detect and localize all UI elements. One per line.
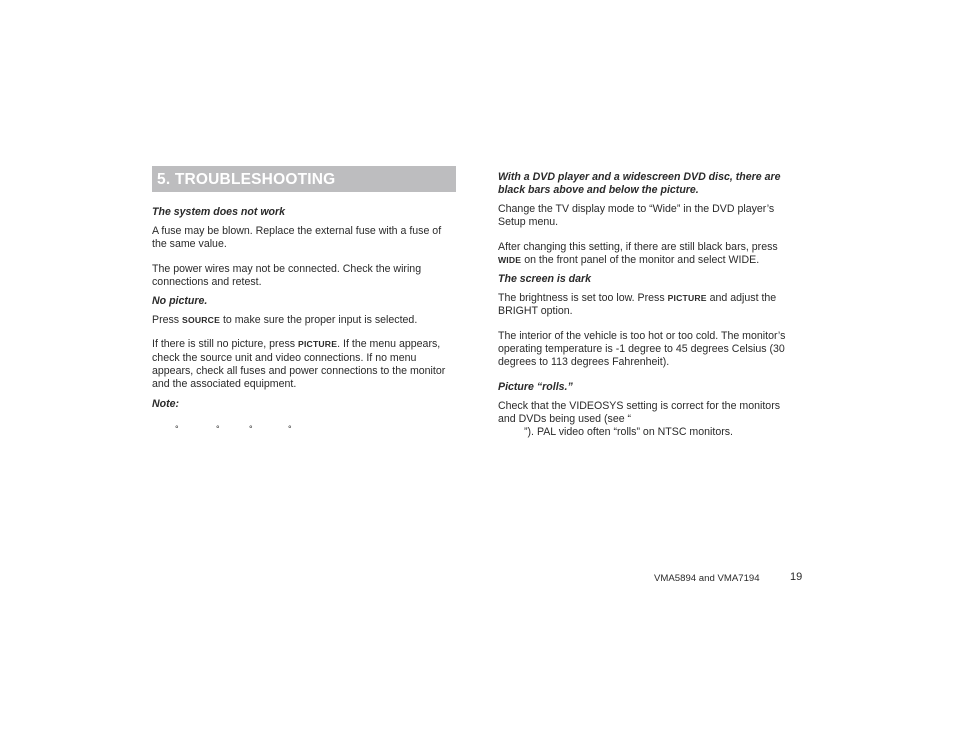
paragraph-brightness [498, 292, 800, 319]
left-column [152, 166, 456, 438]
heading-picture-rolls: Picture “rolls.” [498, 380, 573, 393]
text-segment: to make sure the proper input is selected. [220, 314, 418, 327]
key-picture: PICTURE [667, 293, 707, 304]
paragraph-press-source [152, 314, 456, 327]
text-segment: The brightness is set too low. Press [498, 292, 668, 305]
text-segment: If there is still no picture, press [152, 338, 299, 351]
key-wide: WIDE [498, 254, 522, 265]
heading-note: Note: [152, 397, 180, 410]
text-segment: on the front panel of the monitor and select WIDE. [521, 253, 760, 266]
section-title: 5. TROUBLESHOOTING [152, 166, 456, 192]
text-segment: Check that the VIDEOSYS setting is correct for the monitors and DVDs being used (see “ [498, 399, 781, 425]
right-column [498, 171, 800, 440]
footer-model: VMA5894 and VMA7194 [654, 573, 760, 584]
paragraph-videosys [498, 400, 800, 440]
page-number: 19 [790, 571, 803, 583]
degree-symbol: ° [288, 423, 292, 434]
degree-symbol: ° [216, 423, 220, 434]
key-picture: PICTURE [298, 339, 338, 350]
text-segment: and adjust the BRIGHT option. [498, 292, 777, 318]
key-source: SOURCE [182, 315, 220, 326]
text-segment: . If the menu appears, check the source unit and video connections. If no menu appears, check all fuses and power connections to the monitor and the associated equipment. [152, 338, 446, 391]
heading-widescreen-black-bars: With a DVD player and a widescreen DVD disc, there are black bars above and below the picture. [498, 171, 781, 196]
note-degree-symbols [152, 424, 456, 438]
degree-symbol: ° [175, 423, 179, 434]
paragraph-fuse: A fuse may be blown. Replace the external fuse with a fuse of the same value. [152, 225, 442, 251]
heading-system-not-work: The system does not work [152, 206, 286, 218]
paragraph-temperature: The interior of the vehicle is too hot or too cold. The monitor’s operating temperature is -1 degree to 45 degrees Celsius (30 degrees to 113 degrees Fahrenheit). [498, 329, 786, 369]
paragraph-power-wires: The power wires may not be connected. Check the wiring connections and retest. [152, 262, 422, 288]
text-segment: ”). PAL video often “rolls” on NTSC monitors. [524, 426, 733, 439]
paragraph-change-display-mode: Change the TV display mode to “Wide” in the DVD player’s Setup menu. [498, 203, 775, 229]
degree-symbol: ° [249, 423, 253, 434]
heading-screen-dark: The screen is dark [498, 273, 592, 286]
paragraph-still-no-picture [152, 338, 456, 391]
paragraph-press-wide [498, 241, 800, 268]
heading-no-picture: No picture. [152, 295, 208, 308]
text-segment: After changing this setting, if there are still black bars, press [498, 240, 778, 253]
text-segment: Press [152, 314, 183, 327]
